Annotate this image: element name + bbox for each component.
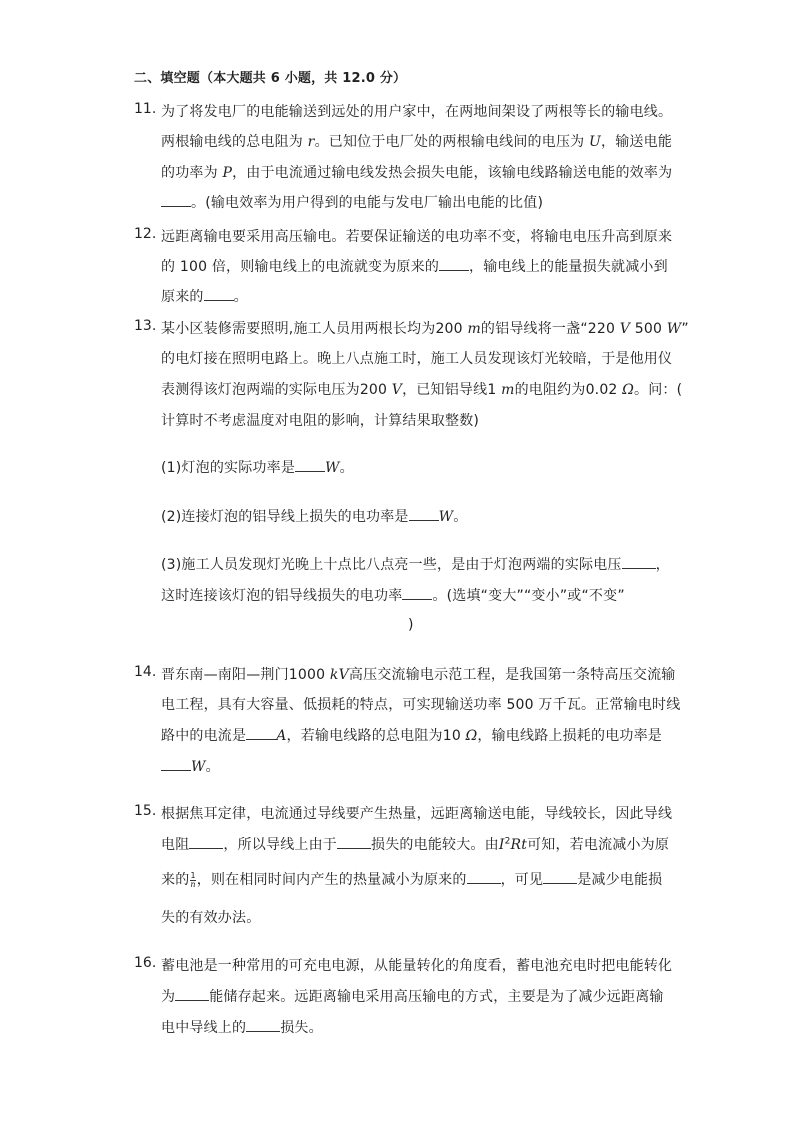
answer-blank[interactable] [161,756,191,771]
answer-blank[interactable] [622,554,656,569]
question-text: 根据焦耳定律，电流通过导线要产生热量，远距离输送电能，导线较长，因此导线 [161,806,673,822]
answer-blank[interactable] [204,286,234,301]
question-number: 12. [134,226,157,242]
answer-blank[interactable] [467,869,501,884]
question-text: 路中的电流是 A，若输电线路的总电阻为10 Ω，输电线路上损耗的电功率是 [161,725,662,745]
answer-blank[interactable] [409,506,439,521]
question-number: 16. [134,955,157,971]
question-number: 11. [134,101,157,117]
answer-blank[interactable] [246,725,276,740]
question-number: 14. [134,664,157,680]
closing-paren: ) [408,617,414,633]
question-text: 的电灯接在照明电路上。晚上八点施工时，施工人员发现该灯光较暗，于是他用仪 [161,351,673,367]
question-text: 某小区装修需要照明,施工人员用两根长均为200 m的铝导线将一盏“220 V 500 W” [161,321,689,337]
question-text: 两根输电线的总电阻为 r。已知位于电厂处的两根输电线间的电压为 U，输送电能 [161,134,673,150]
question-text: 原来的 。 [161,286,248,306]
question-text: 。(输电效率为用户得到的电能与发电厂输出电能的比值) [161,192,543,212]
section-title: 二、填空题（本大题共 6 小题，共 12.0 分） [134,71,407,86]
answer-blank[interactable] [161,192,191,207]
question-text: 电工程，具有大容量、低损耗的特点，可实现输送功率 500 万千瓦。正常输电时线 [161,697,681,713]
question-text: 的 100 倍，则输电线上的电流就变为原来的 ，输电线上的能量损失就减小到 [161,256,668,276]
sub-question-3-cont: 这时连接该灯泡的铝导线损失的电功率 。(选填“变大”“变小”或“不变” [161,585,625,605]
answer-blank[interactable] [337,834,371,849]
question-text: 来的 $\frac{1}{n}$ ，则在相同时间内产生的热量减小为原来的 ，可见 是减少电能损 [161,870,663,889]
question-text: 远距离输电要采用高压输电。若要保证输送的电功率不变，将输电电压升高到原来 [161,229,673,245]
answer-blank[interactable] [543,869,577,884]
question-text: 表测得该灯泡两端的实际电压为200 V，已知铝导线1 m的电阻约为0.02 Ω。问：( [161,382,683,398]
question-text: 晋东南—南阳—荆门1000 kV高压交流输电示范工程，是我国第一条特高压交流输 [161,667,676,683]
question-text: 为了将发电厂的电能输送到远处的用户家中，在两地间架设了两根等长的输电线。 [161,104,673,120]
question-text: 电阻 ，所以导线上由于 损失的电能较大。由$I^2Rt$可知，若电流减小为原 [161,834,669,854]
question-number: 13. [134,318,157,334]
answer-blank[interactable] [295,457,325,472]
sub-question-2: (2)连接灯泡的铝导线上损失的电功率是 W。 [161,506,467,526]
answer-blank[interactable] [402,585,432,600]
answer-blank[interactable] [246,1017,280,1032]
question-text: 失的有效办法。 [161,910,261,926]
answer-blank[interactable] [439,256,469,271]
question-text: 电中导线上的 损失。 [161,1017,323,1037]
sub-question-3: (3)施工人员发现灯光晚上十点比八点亮一些，是由于灯泡两端的实际电压 ， [161,554,670,574]
question-text: 计算时不考虑温度对电阻的影响，计算结果取整数) [161,413,480,429]
sub-question-1: (1)灯泡的实际功率是 W。 [161,457,354,477]
answer-blank[interactable] [189,834,223,849]
question-text: W。 [161,756,220,776]
fraction: $\frac{1}{n}$ [190,870,196,889]
question-text: 蓄电池是一种常用的可充电电源，从能量转化的角度看，蓄电池充电时把电能转化 [161,958,673,974]
question-text: 的功率为 P，由于电流通过输电线发热会损失电能，该输电线路输送电能的效率为 [161,165,673,181]
question-number: 15. [134,803,157,819]
question-text: 为 能储存起来。远距离输电采用高压输电的方式，主要是为了减少远距离输 [161,986,664,1006]
answer-blank[interactable] [175,986,209,1001]
